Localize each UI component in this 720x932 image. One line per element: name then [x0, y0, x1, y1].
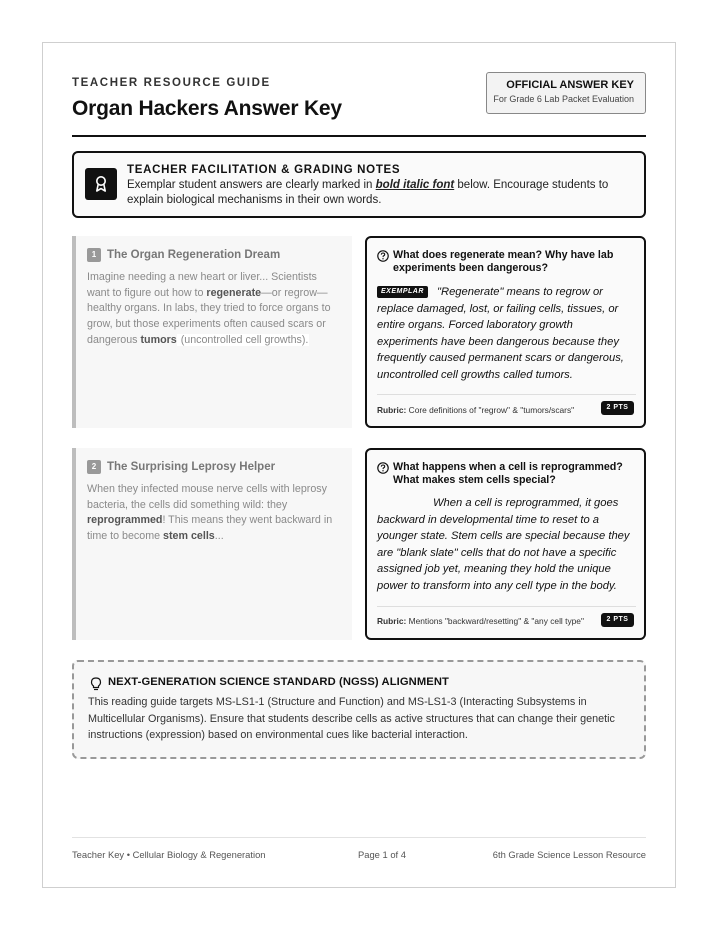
reading-title: The Organ Regeneration Dream — [107, 248, 281, 261]
footer-right: 6th Grade Science Lesson Resource — [492, 849, 646, 860]
award-ribbon-icon — [85, 168, 117, 200]
help-circle-icon — [377, 250, 389, 262]
answer-key-page — [42, 42, 676, 888]
reading-passage-2 — [72, 448, 352, 640]
question-heading: What does regenerate mean? Why have lab experiments been dangerous? — [377, 249, 636, 274]
official-badge-title: OFFICIAL ANSWER KEY — [506, 79, 634, 91]
rubric-text: Rubric: Mentions "backward/resetting" & "any cell type" — [377, 616, 584, 626]
footer-page-number: Page 1 of 4 — [358, 849, 406, 860]
exemplar-label: EXEMPLAR — [377, 286, 428, 298]
question-heading: What happens when a cell is reprogrammed? What makes stem cells special? — [377, 461, 636, 486]
reading-text: When they infected mouse nerve cells with leprosy bacteria, the cells did something wild: they reprogrammed! This means they went backward in time to become stem cells... — [87, 483, 333, 543]
reading-text: Imagine needing a new heart or liver... Scientists want to figure out how to regenerate—or regrow—healthy organs. In labs, they tried to force organs to grow, but those experiments often caused scars or dangerous tumors (uncontrolled cell growths). — [87, 271, 331, 346]
question-card-2 — [365, 448, 646, 640]
exemplar-answer: When a cell is reprogrammed, it goes backward in developmental time to reset to a younger state. Stem cells are special because they are "blank slate" cells that do not have a specific assigned job yet, meaning they hold the unique power to transform into any cell type in the body. — [377, 497, 630, 592]
official-answer-key-badge — [486, 72, 646, 114]
ngss-heading: NEXT-GENERATION SCIENCE STANDARD (NGSS) ALIGNMENT — [108, 676, 449, 688]
footer-divider — [72, 837, 646, 838]
grading-notes-heading: TEACHER FACILITATION & GRADING NOTES — [127, 164, 401, 176]
official-badge-subtitle: For Grade 6 Lab Packet Evaluation — [493, 94, 634, 104]
exemplar-answer: EXEMPLAR "Regenerate" means to regrow or replace damaged, lost, or failing cells, tissues, or entire organs. Forced laboratory growth experiments have been dangerous because they frequently caused permanent scars or dangerous, uncontrolled cell growths called tumors. — [377, 286, 624, 381]
resource-eyebrow: TEACHER RESOURCE GUIDE — [72, 77, 271, 89]
help-circle-icon — [377, 462, 389, 474]
points-badge: 2 PTS — [601, 401, 634, 415]
points-badge: 2 PTS — [601, 613, 634, 627]
bold-italic-font-note: bold italic font — [375, 179, 455, 191]
lightbulb-icon — [90, 677, 102, 691]
section-number-badge: 2 — [87, 460, 101, 474]
reading-passage-1 — [72, 236, 352, 428]
rubric-divider — [377, 606, 636, 607]
grading-notes-text: Exemplar student answers are clearly marked in bold italic font below. Encourage students to explain biological mechanisms in their own words. — [127, 179, 609, 206]
ngss-text: This reading guide targets MS-LS1-1 (Structure and Function) and MS-LS1-3 (Interacting Subsystems in Multicellular Organisms). Ensure that students describe cells as active structures that can change their genetic instructions (expression) based on environmental cues like bacterial interaction. — [88, 696, 615, 742]
rubric-text: Rubric: Core definitions of "regrow" & "tumors/scars" — [377, 405, 575, 415]
header-divider — [72, 135, 646, 137]
rubric-divider — [377, 394, 636, 395]
reading-title: The Surprising Leprosy Helper — [107, 460, 276, 473]
page-title: Organ Hackers Answer Key — [72, 97, 342, 120]
section-number-badge: 1 — [87, 248, 101, 262]
ngss-alignment-box — [72, 660, 646, 759]
grading-notes-box — [72, 151, 646, 218]
question-card-1 — [365, 236, 646, 428]
footer-left: Teacher Key • Cellular Biology & Regeneration — [72, 849, 266, 860]
